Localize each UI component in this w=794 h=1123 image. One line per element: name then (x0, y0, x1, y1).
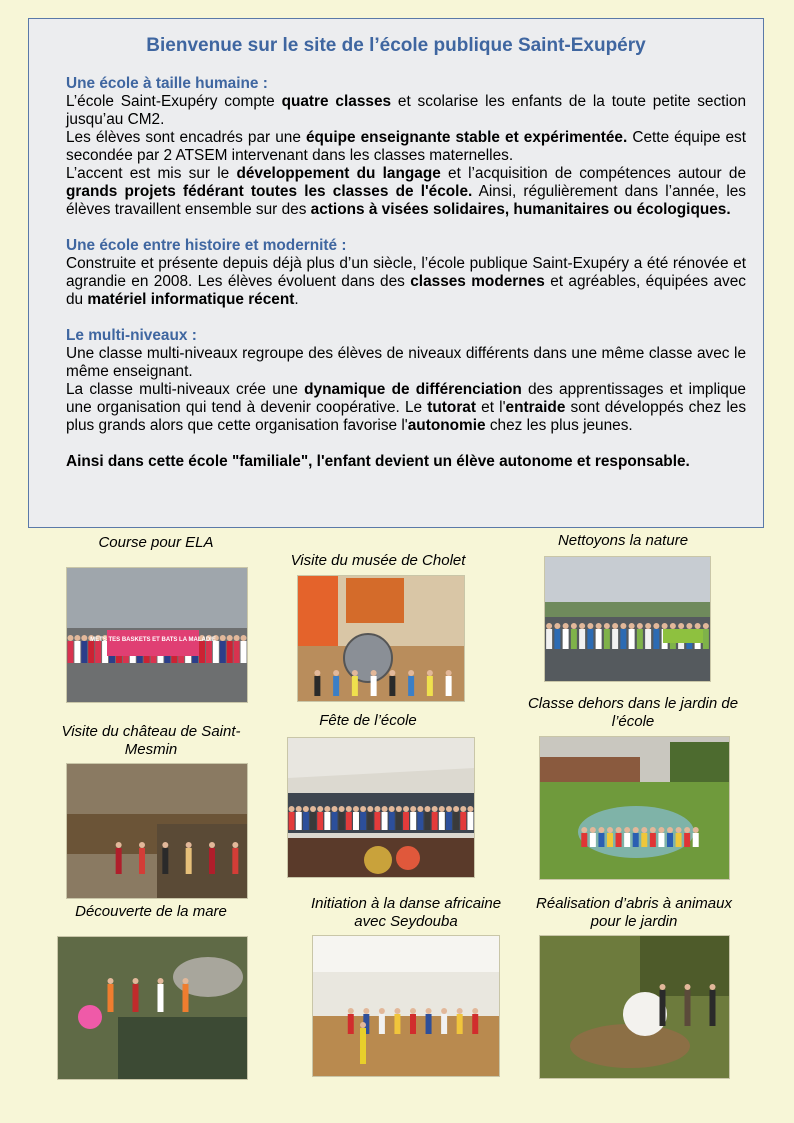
text: La classe multi-niveaux crée une (66, 381, 305, 398)
section-heading: Le multi-niveaux : (66, 327, 197, 344)
photo-abris-animaux (539, 935, 730, 1079)
bold-text: classes modernes (410, 273, 545, 290)
photo-image (540, 936, 729, 1078)
bold-text: dynamique de différenciation (304, 381, 522, 398)
photo-image (288, 738, 474, 877)
photo-image (67, 568, 247, 702)
paragraph (66, 165, 746, 219)
paragraph (66, 381, 746, 435)
caption: Visite du château de Saint-Mesmin (61, 723, 241, 758)
text: des apprentissages et implique une organisation qui tend à devenir coopérative. Le (66, 381, 746, 416)
text: sont développés chez les plus grands alors que cette organisation favorise l' (66, 399, 747, 434)
bold-text: actions à visées solidaires, humanitaires ou écologiques. (310, 201, 731, 218)
text: L’école Saint-Exupéry compte (66, 93, 282, 110)
bold-text: grands projets fédérant toutes les classes de l'école. (66, 183, 473, 200)
section-heading: Une école entre histoire et modernité : (66, 237, 347, 254)
text: L’accent est mis sur le (66, 165, 237, 182)
section-heading: Une école à taille humaine : (66, 75, 268, 92)
caption: Nettoyons la nature (557, 532, 689, 549)
photo-image (67, 764, 247, 898)
paragraph (66, 129, 746, 165)
intro-content (66, 75, 746, 471)
caption: Réalisation d’abris à animaux pour le jardin (536, 895, 732, 930)
section-multi-niveaux (66, 327, 746, 435)
caption: Classe dehors dans le jardin de l’école (527, 695, 739, 730)
photo-nettoyons-nature (544, 556, 711, 682)
intro-box (28, 18, 764, 528)
page-title: Bienvenue sur le site de l’école publique Saint-Exupéry (146, 35, 646, 56)
bold-text: quatre classes (281, 93, 392, 110)
photo-classe-dehors (539, 736, 730, 880)
photo-image (545, 557, 710, 681)
photo-musee-cholet (297, 575, 465, 702)
photo-image (540, 737, 729, 879)
text: et l' (476, 399, 506, 416)
photo-image (58, 937, 247, 1079)
caption: Découverte de la mare (75, 903, 227, 920)
photo-decouverte-mare (57, 936, 248, 1080)
section-histoire-modernite (66, 237, 746, 309)
banner-text: METS TES BASKETS ET BATS LA MALADIE (90, 637, 216, 643)
text: Les élèves sont encadrés par une (66, 129, 306, 146)
paragraph (66, 345, 746, 381)
paragraph (66, 93, 746, 129)
text: Ainsi, régulièrement dans l’année, les élèves travaillent ensemble sur des (66, 183, 746, 218)
caption: Fête de l’école (319, 712, 417, 729)
text: chez les plus jeunes. (485, 417, 633, 434)
section-taille-humaine (66, 75, 746, 219)
text: Construite et présente depuis déjà plus d’un siècle, l’école publique Saint-Exupéry a été rénovée et agrandie en 2008. Les élèves évoluent dans des (66, 255, 746, 290)
text: Une classe multi-niveaux regroupe des élèves de niveaux différents dans une même classe avec le même enseignant. (66, 345, 746, 380)
bold-text: autonomie (407, 417, 486, 434)
text: et l’acquisition de compétences autour de (440, 165, 746, 182)
caption: Initiation à la danse africaine avec Seydouba (310, 895, 502, 930)
conclusion: Ainsi dans cette école "familiale", l'enfant devient un élève autonome et responsable. (66, 453, 690, 470)
bold-text: développement du langage (236, 165, 441, 182)
photo-image (313, 936, 499, 1076)
photo-chateau-saint-mesmin (66, 763, 248, 899)
text: . (294, 291, 299, 308)
bold-text: tutorat (427, 399, 476, 416)
text: et agréables, équipées avec du (66, 273, 747, 308)
caption: Course pour ELA (98, 534, 214, 551)
photo-course-ela (66, 567, 248, 703)
photo-image (298, 576, 464, 701)
caption: Visite du musée de Cholet (290, 552, 466, 569)
photo-danse-africaine (312, 935, 500, 1077)
bold-text: équipe enseignante stable et expérimentée. (305, 129, 628, 146)
text: Cette équipe est secondée par 2 ATSEM intervenant dans les classes maternelles. (66, 129, 746, 164)
bold-text: matériel informatique récent (87, 291, 295, 308)
bold-text: entraide (505, 399, 566, 416)
photo-fete-ecole (287, 737, 475, 878)
text: et scolarise les enfants de la toute petite section jusqu’au CM2. (66, 93, 747, 128)
paragraph (66, 255, 746, 309)
